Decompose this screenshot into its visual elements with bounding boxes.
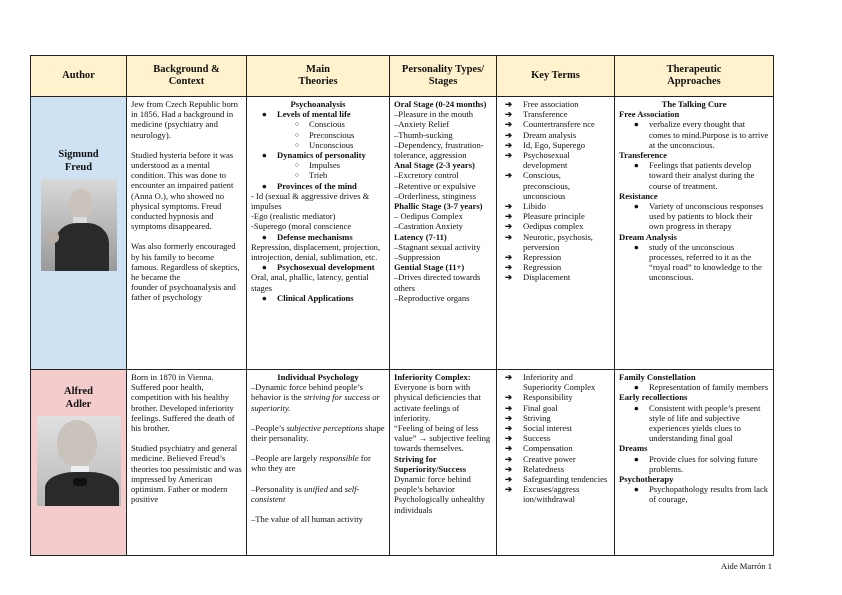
freud-portrait-image xyxy=(41,179,117,271)
stage-text: Psychologically unhealthy individuals xyxy=(394,494,485,515)
theory-heading: Dynamics of personality xyxy=(277,150,366,161)
arrow-right-icon: ➔ xyxy=(505,453,513,464)
theory-subitem xyxy=(251,160,385,170)
key-term-item xyxy=(501,232,610,252)
header-therapeutic-approaches xyxy=(615,56,774,97)
arrow-right-icon: ➔ xyxy=(505,201,513,212)
approach-heading: Psychotherapy xyxy=(619,474,674,485)
key-term-text: Social interest xyxy=(523,423,572,434)
background-paragraph: Studied hysteria before it was understood as a mental condition. This was done to encounter an impaired patient (Anna O.), who showed no physical symptoms. Freud conducted hypnosis and symptoms disappeared. xyxy=(131,149,234,232)
stage-title: Phallic Stage (3-7 years) xyxy=(394,201,483,212)
approach-bullet xyxy=(619,403,769,444)
bullet-icon: ● xyxy=(633,484,639,495)
approaches-cell xyxy=(615,97,774,370)
stage-item: –Dependency, frustration-tolerance, aggression xyxy=(394,139,484,161)
theory-line: –The value of all human activity xyxy=(251,514,363,525)
author-name: Alfred Adler xyxy=(64,386,93,410)
stage-item: –Pleasure in the mouth xyxy=(394,109,474,120)
theory-subitem xyxy=(251,119,385,129)
approach-text: study of the unconscious processes, referred to it as the “royal road” to knowledge to the unconscious. xyxy=(649,241,762,283)
bullet-icon: ● xyxy=(261,109,267,120)
arrow-right-icon: ➔ xyxy=(505,412,513,423)
key-term-item xyxy=(501,109,610,119)
approach-heading: Family Constellation xyxy=(619,372,696,382)
approach-bullet xyxy=(619,242,769,283)
stage-title: Striving for Superiority/Success xyxy=(394,453,467,474)
background-paragraph: founder of psychoanalysis and father of psychology xyxy=(131,282,236,303)
key-term-text: Conscious, preconscious, unconscious xyxy=(523,170,571,201)
arrow-right-icon: ➔ xyxy=(505,474,513,485)
stage-item: –Anxiety Relief xyxy=(394,119,450,130)
key-term-item xyxy=(501,474,610,484)
background-paragraph: Was also formerly encouraged by his family to become famous. Regardless of skeptics, he became the xyxy=(131,241,240,283)
key-terms-cell xyxy=(497,370,615,556)
table-row-adler xyxy=(31,370,774,556)
theory-line: -Ego (realistic mediator) xyxy=(251,211,336,222)
theory-title: Psychoanalysis xyxy=(290,99,346,109)
header-author xyxy=(31,56,127,97)
table-row-freud xyxy=(31,97,774,370)
arrow-right-icon: ➔ xyxy=(505,433,513,444)
stage-item: –Drives directed towards others xyxy=(394,272,481,293)
arrow-right-icon: ➔ xyxy=(505,262,513,273)
approach-bullet xyxy=(619,484,769,504)
stage-item: –Thumb-sucking xyxy=(394,129,453,140)
stage-item: –Reproductive organs xyxy=(394,292,470,303)
key-term-item xyxy=(501,454,610,464)
theory-heading: Levels of mental life xyxy=(277,109,351,120)
stage-item: – Oedipus Complex xyxy=(394,211,463,222)
stage-text: “Feeling of being of less value” → subjective feeling towards themselves. xyxy=(394,423,491,454)
stage-item: –Orderliness, stinginess xyxy=(394,190,477,201)
key-term-text: Relatedness xyxy=(523,463,565,474)
approach-text: Psychopathology results from lack of courage, xyxy=(649,484,769,505)
theory-bullet xyxy=(251,150,385,160)
key-term-item xyxy=(501,484,610,504)
stage-item: –Excretory control xyxy=(394,170,459,181)
arrow-right-icon: ➔ xyxy=(505,221,513,232)
background-cell xyxy=(127,370,247,556)
theory-line: Oral, anal, phallic, latency, gential stages xyxy=(251,272,369,293)
key-term-text: Inferiority and Superiority Complex xyxy=(523,372,596,393)
key-term-text: Success xyxy=(523,433,551,444)
theory-heading: Provinces of the mind xyxy=(277,180,357,191)
key-term-text: Creative power xyxy=(523,453,576,464)
key-term-item xyxy=(501,130,610,140)
bullet-icon: ● xyxy=(633,453,639,464)
approach-heading: Dream Analysis xyxy=(619,231,677,242)
approach-text: Variety of unconscious responses used by patients to block their own progress in therapy xyxy=(649,201,764,232)
key-term-item xyxy=(501,272,610,282)
page-footer: Aide Marrón 1 xyxy=(720,561,772,571)
key-term-item xyxy=(501,433,610,443)
theory-bullet xyxy=(251,293,385,303)
header-text: Background & xyxy=(153,63,220,75)
key-term-text: Oedipus complex xyxy=(523,221,584,232)
circle-bullet-icon: ○ xyxy=(294,161,299,170)
arrow-right-icon: ➔ xyxy=(505,99,513,109)
arrow-right-icon: ➔ xyxy=(505,484,513,495)
theory-subitem-text: Unconscious xyxy=(309,139,354,150)
arrow-right-icon: ➔ xyxy=(505,402,513,413)
arrow-right-icon: ➔ xyxy=(505,392,513,403)
stage-title: Oral Stage (0-24 months) xyxy=(394,99,487,109)
bullet-icon: ● xyxy=(261,231,267,242)
theorists-table xyxy=(30,55,774,556)
arrow-right-icon: ➔ xyxy=(505,150,513,161)
stage-item: –Suppression xyxy=(394,252,441,263)
arrow-right-icon: ➔ xyxy=(505,252,513,263)
circle-bullet-icon: ○ xyxy=(294,171,299,180)
key-term-item xyxy=(501,140,610,150)
key-term-item xyxy=(501,443,610,453)
bullet-icon: ● xyxy=(633,241,639,252)
author-cell xyxy=(31,97,127,370)
background-paragraph: Studied psychiatry and general medicine. Believed Freud’s theories too pessimistic and was impressed by American optimism. Father or modern positive xyxy=(131,443,242,505)
theory-line: - Id (sexual & aggressive drives & impulses xyxy=(251,190,370,212)
approach-title: The Talking Cure xyxy=(661,99,727,109)
approach-bullet xyxy=(619,160,769,191)
author-name: Sigmund Freud xyxy=(58,149,99,173)
approach-text: Representation of family members xyxy=(649,382,769,393)
key-term-text: Displacement xyxy=(523,272,571,283)
header-text: Approaches xyxy=(667,76,721,87)
approach-heading: Early recollections xyxy=(619,392,688,403)
theory-line: –Dynamic force behind people’s behavior is the striving for success or superiority. xyxy=(251,382,380,413)
stage-title: Latency (7-11) xyxy=(394,231,447,242)
key-term-text: Psychosexual development xyxy=(523,150,570,171)
main-theories-cell xyxy=(247,97,390,370)
key-term-item xyxy=(501,372,610,392)
stage-item: –Stagnant sexual activity xyxy=(394,241,481,252)
key-term-item xyxy=(501,221,610,231)
theory-subitem xyxy=(251,170,385,180)
arrow-right-icon: ➔ xyxy=(505,423,513,434)
theory-subitem-text: Impulses xyxy=(309,160,341,171)
header-text: Theories xyxy=(298,76,338,87)
stages-cell xyxy=(390,97,497,370)
key-term-item xyxy=(501,403,610,413)
stage-text: Dynamic force behind people’s behavior xyxy=(394,474,471,495)
bullet-icon: ● xyxy=(261,180,267,191)
bullet-icon: ● xyxy=(633,402,639,413)
key-terms-cell xyxy=(497,97,615,370)
approach-bullet xyxy=(619,382,769,392)
key-term-item xyxy=(501,423,610,433)
header-row xyxy=(31,56,774,97)
approach-text: Consistent with people’s present style of life and subjective experiences yields clues to understanding final goal xyxy=(649,402,761,444)
stage-title: Inferiority Complex: xyxy=(394,372,471,382)
theory-subitem xyxy=(251,130,385,140)
key-term-item xyxy=(501,150,610,170)
main-theories-cell xyxy=(247,370,390,556)
key-term-item xyxy=(501,464,610,474)
bullet-icon: ● xyxy=(633,201,639,212)
header-text: Personality Types/ xyxy=(401,63,485,75)
theory-subitem xyxy=(251,140,385,150)
arrow-right-icon: ➔ xyxy=(505,129,513,140)
approach-bullet xyxy=(619,201,769,232)
key-term-text: Dream analysis xyxy=(523,129,577,140)
key-term-item xyxy=(501,392,610,402)
key-term-text: Safeguarding tendencies xyxy=(523,474,608,485)
key-term-text: Pleasure principle xyxy=(523,211,585,222)
stage-title: Anal Stage (2-3 years) xyxy=(394,160,475,171)
theory-heading: Clinical Applications xyxy=(277,292,354,303)
approaches-cell xyxy=(615,370,774,556)
bullet-icon: ● xyxy=(633,119,639,130)
key-term-text: Striving xyxy=(523,412,551,423)
key-term-text: Compensation xyxy=(523,443,573,454)
bullet-icon: ● xyxy=(633,382,639,393)
approach-text: Provide clues for solving future problems. xyxy=(649,453,758,474)
arrow-right-icon: ➔ xyxy=(505,139,513,150)
key-term-item xyxy=(501,170,610,201)
header-personality-stages xyxy=(390,56,497,97)
background-paragraph: Born in 1870 in Vienna. Suffered poor health, competition with his healthy brother. Developed inferiority feelings. Suffered the death of his brother. xyxy=(131,372,235,434)
theory-heading: Psychosexual development xyxy=(277,262,375,273)
key-term-item xyxy=(501,262,610,272)
stage-text: Everyone is born with physical deficiencies that activate feelings of inferiority. xyxy=(394,382,481,423)
arrow-right-icon: ➔ xyxy=(505,170,513,181)
header-main-theories xyxy=(247,56,390,97)
key-term-text: Excuses/aggress ion/withdrawal xyxy=(523,484,580,505)
key-term-text: Regression xyxy=(523,262,562,273)
bullet-icon: ● xyxy=(261,292,267,303)
header-text: Context xyxy=(168,76,205,87)
approach-heading: Dreams xyxy=(619,443,648,454)
key-term-text: Libido xyxy=(523,201,546,212)
key-term-item xyxy=(501,119,610,129)
key-term-item xyxy=(501,413,610,423)
header-key-terms xyxy=(497,56,615,97)
bullet-icon: ● xyxy=(261,262,267,273)
bullet-icon: ● xyxy=(633,160,639,171)
key-term-item xyxy=(501,252,610,262)
approach-text: Feelings that patients develop toward their analyst during the course of treatment. xyxy=(649,160,755,191)
approach-bullet xyxy=(619,119,769,150)
arrow-right-icon: ➔ xyxy=(505,109,513,120)
header-background xyxy=(127,56,247,97)
arrow-right-icon: ➔ xyxy=(505,211,513,222)
header-text: Key Terms xyxy=(531,69,580,81)
key-term-item xyxy=(501,99,610,109)
key-term-text: Responsibility xyxy=(523,392,573,403)
key-term-text: Free association xyxy=(523,99,579,109)
stages-cell xyxy=(390,370,497,556)
approach-heading: Resistance xyxy=(619,190,658,201)
approach-heading: Free Association xyxy=(619,109,680,120)
theory-subitem-text: Preconscious xyxy=(309,129,355,140)
arrow-right-icon: ➔ xyxy=(505,463,513,474)
theory-line: Repression, displacement, projection, introjection, denial, sublimation, etc. xyxy=(251,241,381,263)
approach-bullet xyxy=(619,454,769,474)
key-term-text: Countertransfere nce xyxy=(523,119,595,130)
theory-line: –People are largely responsible for who they are xyxy=(251,453,371,474)
stage-item: –Retentive or expulsive xyxy=(394,180,476,191)
background-cell xyxy=(127,97,247,370)
header-text: Main xyxy=(306,63,330,75)
author-cell xyxy=(31,370,127,556)
theory-bullet xyxy=(251,262,385,272)
theory-bullet xyxy=(251,109,385,119)
background-paragraph: Jew from Czech Republic born in 1856. Had a background in medicine (psychiatry and neurology). xyxy=(131,99,238,140)
header-text: Therapeutic xyxy=(666,63,722,75)
arrow-right-icon: ➔ xyxy=(505,372,513,382)
adler-portrait-image xyxy=(37,416,121,506)
header-text: Author xyxy=(62,69,95,81)
circle-bullet-icon: ○ xyxy=(294,130,299,139)
theory-line: –Personality is unified and self-consistent xyxy=(251,483,360,504)
key-term-text: Repression xyxy=(523,252,562,263)
bullet-icon: ● xyxy=(261,150,267,161)
circle-bullet-icon: ○ xyxy=(294,140,299,149)
key-term-text: Id, Ego, Superego xyxy=(523,139,586,150)
key-term-text: Neurotic, psychosis, perversion xyxy=(523,231,593,252)
theory-subitem-text: Trieb xyxy=(309,170,328,181)
arrow-right-icon: ➔ xyxy=(505,272,513,283)
theory-subitem-text: Conscious xyxy=(309,119,345,130)
stage-title: Gential Stage (11+) xyxy=(394,262,465,273)
approach-text: verbalize every thought that comes to mind.Purpose is to arrive at the unconscious. xyxy=(649,119,769,150)
theory-bullet xyxy=(251,181,385,191)
theory-title: Individual Psychology xyxy=(277,372,359,382)
arrow-right-icon: ➔ xyxy=(505,119,513,130)
theory-bullet xyxy=(251,232,385,242)
key-term-item xyxy=(501,211,610,221)
arrow-right-icon: ➔ xyxy=(505,231,513,242)
arrow-right-icon: ➔ xyxy=(505,443,513,454)
key-term-item xyxy=(501,201,610,211)
theory-heading: Defense mechanisms xyxy=(277,231,353,242)
header-text: Stages xyxy=(428,76,458,87)
key-term-text: Transference xyxy=(523,109,568,120)
key-term-text: Final goal xyxy=(523,402,558,413)
theory-line: –People’s subjective perceptions shape their personality. xyxy=(251,422,385,444)
stage-item: –Castration Anxiety xyxy=(394,221,463,232)
theory-line: -Superego (moral conscience xyxy=(251,221,352,232)
circle-bullet-icon: ○ xyxy=(294,120,299,129)
approach-heading: Transference xyxy=(619,150,667,161)
